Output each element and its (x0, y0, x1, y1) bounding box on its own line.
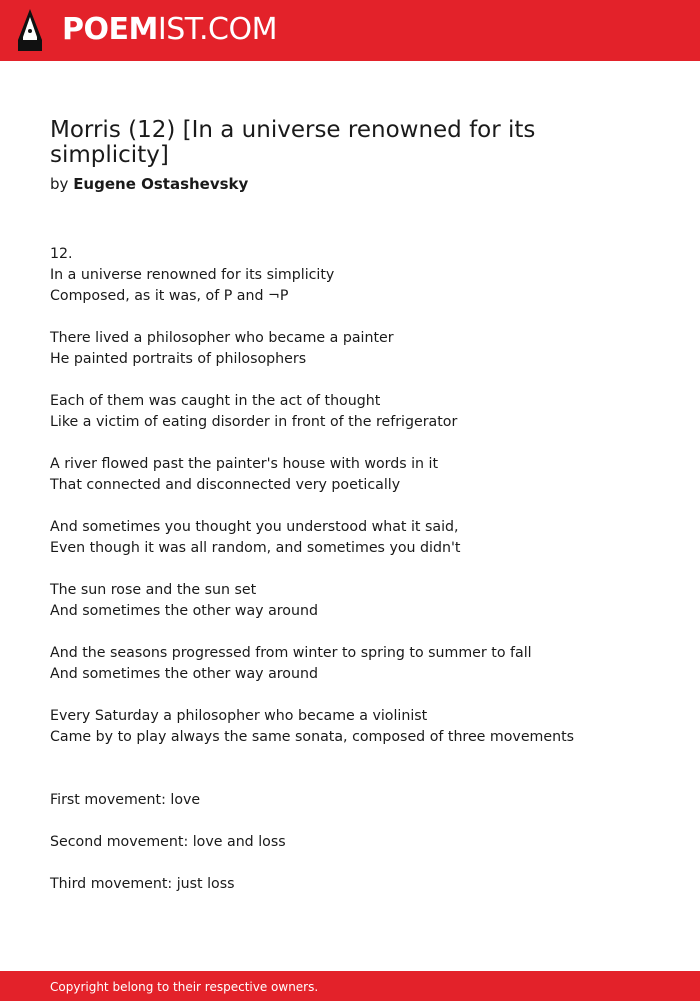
poem-line: And sometimes the other way around (50, 603, 318, 619)
brand-bold: POEM (62, 12, 158, 47)
by-label: by (50, 175, 69, 193)
author-name: Eugene Ostashevsky (73, 175, 249, 193)
pen-nib-icon[interactable] (17, 9, 43, 51)
poem-body (50, 244, 670, 895)
poem-line: That connected and disconnected very poetically (50, 477, 401, 493)
poem-line: And sometimes the other way around (50, 666, 318, 682)
poem-line: A river flowed past the painter's house with words in it (50, 456, 439, 472)
poem-line: Second movement: love and loss (50, 834, 286, 850)
poem-line (50, 853, 670, 874)
poem-line (50, 769, 670, 790)
poem-byline (50, 174, 248, 194)
copyright-text: Copyright belong to their respective owners. (50, 980, 319, 994)
poem-line (50, 685, 670, 706)
poem-line (50, 370, 670, 391)
poem-line (50, 307, 670, 328)
poem-line: Like a victim of eating disorder in front of the refrigerator (50, 414, 458, 430)
poem-line: And the seasons progressed from winter to spring to summer to fall (50, 645, 532, 661)
poem-line (50, 496, 670, 517)
poem-line: Every Saturday a philosopher who became a violinist (50, 708, 428, 724)
poem-line: Third movement: just loss (50, 876, 235, 892)
site-header (0, 0, 700, 61)
poem-line (50, 559, 670, 580)
poem-line: Composed, as it was, of P and ¬P (50, 288, 289, 304)
poem-line: There lived a philosopher who became a painter (50, 330, 394, 346)
poem-line: 12. (50, 246, 73, 262)
poem-line: He painted portraits of philosophers (50, 351, 307, 367)
site-logo-text[interactable] (62, 11, 277, 49)
poem-line: In a universe renowned for its simplicity (50, 267, 335, 283)
poem-line: Even though it was all random, and sometimes you didn't (50, 540, 461, 556)
poem-line: First movement: love (50, 792, 201, 808)
poem-line (50, 622, 670, 643)
poem-line: The sun rose and the sun set (50, 582, 257, 598)
poem-title: Morris (12) [In a universe renowned for its simplicity] (50, 117, 536, 168)
poem-line: And sometimes you thought you understood what it said, (50, 519, 459, 535)
site-footer (0, 971, 700, 1001)
poem-line (50, 433, 670, 454)
poem-line (50, 811, 670, 832)
poem-line: Came by to play always the same sonata, composed of three movements (50, 729, 575, 745)
poem-line: Each of them was caught in the act of thought (50, 393, 381, 409)
brand-light: IST.COM (157, 12, 277, 47)
poem-line (50, 748, 670, 769)
